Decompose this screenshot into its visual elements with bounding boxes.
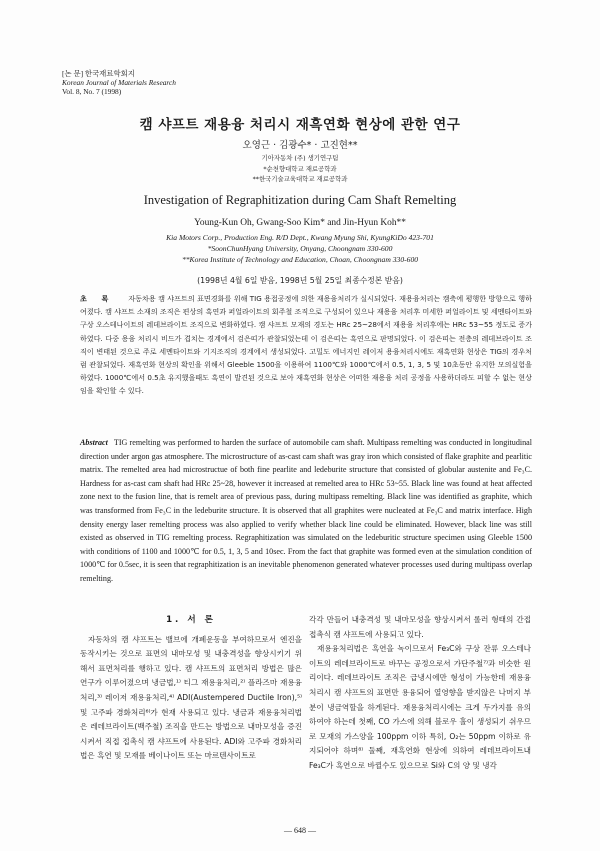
journal-header [62, 69, 176, 96]
abstract-en [80, 436, 532, 586]
affiliations-ko [0, 153, 600, 185]
abstract-en-label: Abstract [80, 438, 108, 447]
body-paragraph: 재용융처리법은 흑연을 녹이므로서 Fe₃C와 구상 잔류 오스테나이트의 레데브라이트로 바꾸는 공정으로서 가단주철⁷⁾과 비슷한 원리이다. 레데브라이트 조직은 급냉시에만 형성이 가능한데 재용융처리시 캠 샤프트의 표면만 용융되어 열영향을 받지않은 나머지 부분이 냉금역할을 하게된다. 재용융처리시에는 크게 두가지를 유의하여야 하는데 첫째, CO 가스에 의해 블로우 홀이 생성되기 쉬우므로 모재의 가스양을 100ppm 이하 특히, O₂는 50ppm 이하로 유지되어야 하며⁸⁾ 둘째, 재흑연화 현상에 의하여 레데브라이트내 Fe₃C가 흑연으로 바뀔수도 있으므로 Si와 C의 양 및 냉각 [309, 644, 531, 770]
journal-name-ko: [논 문] 한국재료학회지 [62, 69, 135, 78]
affiliation-ko-3: **한국기술교육대학교 재료공학과 [252, 175, 348, 183]
page-number: ― 648 ― [284, 826, 316, 835]
affiliations-en [0, 232, 600, 265]
body-paragraph: 자동차의 캠 샤프트는 밸브에 개폐운동을 부여하므로서 엔진을 동작시키는 것으로 표면의 내마모성 및 내충격성을 향상시키기 위해서 표면처리를 행하고 있다. 캠 샤프트의 표면처리 방법은 많은 연구가 이루어졌으며 냉금법,¹⁾ 티그 재용융처리,²⁾ 플라즈마 재용융처리,³⁾ 레이저 재용융처리,⁴⁾ ADI(Austempered Ductile Iron),⁵⁾ 및 고주파 경화처리⁶⁾가 현재 사용되고 있다. 냉금과 재용융처리법은 레데브라이트(백주철) 조직을 만드는 방법으로 내마모성을 증진시켜서 직접 접촉식 캠 샤프트에 사용된다. ADI와 고주파 경화처리법은 흑연 및 모재를 베이나이트 또는 마르텐사이트로 [80, 634, 302, 761]
abstract-ko-label: 초 록 [80, 294, 115, 303]
abstract-ko [80, 292, 532, 398]
affiliation-ko-1: 기아자동차 (주) 생기연구팀 [261, 154, 339, 162]
section-heading-introduction: 1. 서 론 [166, 615, 216, 625]
abstract-en-text: TIG remelting was performed to harden the surface of automobile cam shaft. Multipass remelting was conducted in longitudinal direction under argon gas atmosphere. The microstructure of as-cast cam shaft was gray iron which consisted of flake graphite and pearlitic matrix. The remelted area had microstructue of both fine pearlite and ledeburite structure that consisted of globular austenite and Fe₃C. Hardness for as-cast cam shaft had HRc 25~28, however it increased at remelted area to HRc 53~55. Black line was found at heat affected zone next to the fusion line, that is remelt area of previous pass, during multipass remelting. Black line was identified as graphite, which was transformed from Fe₃C in the ledeburite structure. It is observed that all graphites were nucleated at Fe₃C and matrix interface. High density energy laser remelting process was also applied to verify whether black line could be eliminated. However, black line was still existed as observed in TIG remelting process. Regraphitization was simulated on the ledeburitic structure specimen using Gleeble 1500 with conditions of 1100 and 1000℃ for 0.5, 1, 3, 5 and 10sec. From the fact that graphite was formed even at the simulation condition of 1000℃ for 0.5sec, it is seen that regraphitization is an inevitable phenomenon generated whatever processes used during multipass overlap remelting. [80, 438, 532, 583]
affiliation-en-3: **Korea Institute of Technology and Education, Choan, Choongnam 330-600 [181, 255, 419, 264]
authors-ko: 오영근 · 김광수* · 고진현** [242, 140, 358, 151]
journal-name-en: Korean Journal of Materials Research [62, 78, 176, 87]
body-column-right [309, 613, 531, 774]
abstract-ko-text: 자동차용 캠 샤프트의 표면경화를 위해 TIG 용접공정에 의한 재용융처리가 실시되었다. 재용융처리는 캠축에 평행한 방향으로 행하여졌다. 캠 샤프트 소재의 조직은 편상의 흑연과 퍼얼라이트의 회주철 조직으로 구성되어 있으나 재용융 처리후 미세한 퍼얼라이트 및 세멘타이트와 구상 오스테나이트의 레데브라이트 조직으로 변화하였다. 캠 샤프트 모재의 경도는 HRc 25~28에서 재용융 처리후에는 HRc 53~55 정도로 증가하였다. 다중 용융 처리시 비드가 겹치는 경계에서 검은띠가 관찰되었는데 이 검은띠는 흑연으로 판명되었다. 이 검은띠는 전층의 레데브라이트 조직이 변태된 것으로 주로 세멘타이트와 기지조직의 경계에서 생성되었다. 고밀도 에너지인 레이저 용융처리시에도 재흑연화 현상은 TIG의 경우처럼 관찰되었다. 재흑연화 현상의 확인을 위해서 Gleeble 1500을 이용하여 1100℃와 1000℃에서 0.5, 1, 3, 5 및 10초동안 유지한 모의실험을 하였다. 1000℃에서 0.5초 유지했을때도 흑연이 발견된 것으로 보아 재흑연화 현상은 어떠한 재용융 처리 공정을 사용하더라도 피할 수 없는 현상임을 확인할 수 있다. [80, 294, 532, 396]
paper-title-en: Investigation of Regraphitization during Cam Shaft Remelting [143, 193, 457, 207]
body-column-left [80, 613, 302, 764]
affiliation-ko-2: *순천향대학교 재료공학과 [263, 164, 337, 173]
authors-en: Young-Kun Oh, Gwang-Soo Kim* and Jin-Hyun Koh** [194, 218, 406, 228]
body-paragraph: 각각 만들어 내충격성 및 내마모성을 향상시켜서 롤러 형태의 간접 접촉식 캠 샤프트에 사용되고 있다. [309, 615, 531, 639]
affiliation-en-1: Kia Motors Corp., Production Eng. R/D Dept., Kwang Myung Shi, KyungKiDo 423-701 [166, 233, 434, 242]
affiliation-en-2: *SoonChunHyang University, Onyang, Choongnam 330-600 [207, 244, 393, 253]
received-date: (1998년 4월 6일 받음, 1998년 5월 25일 최종수정본 받음) [197, 276, 403, 285]
journal-volume: Vol. 8, No. 7 (1998) [62, 87, 122, 96]
paper-title-ko: 캠 샤프트 재용융 처리시 재흑연화 현상에 관한 연구 [139, 117, 461, 133]
